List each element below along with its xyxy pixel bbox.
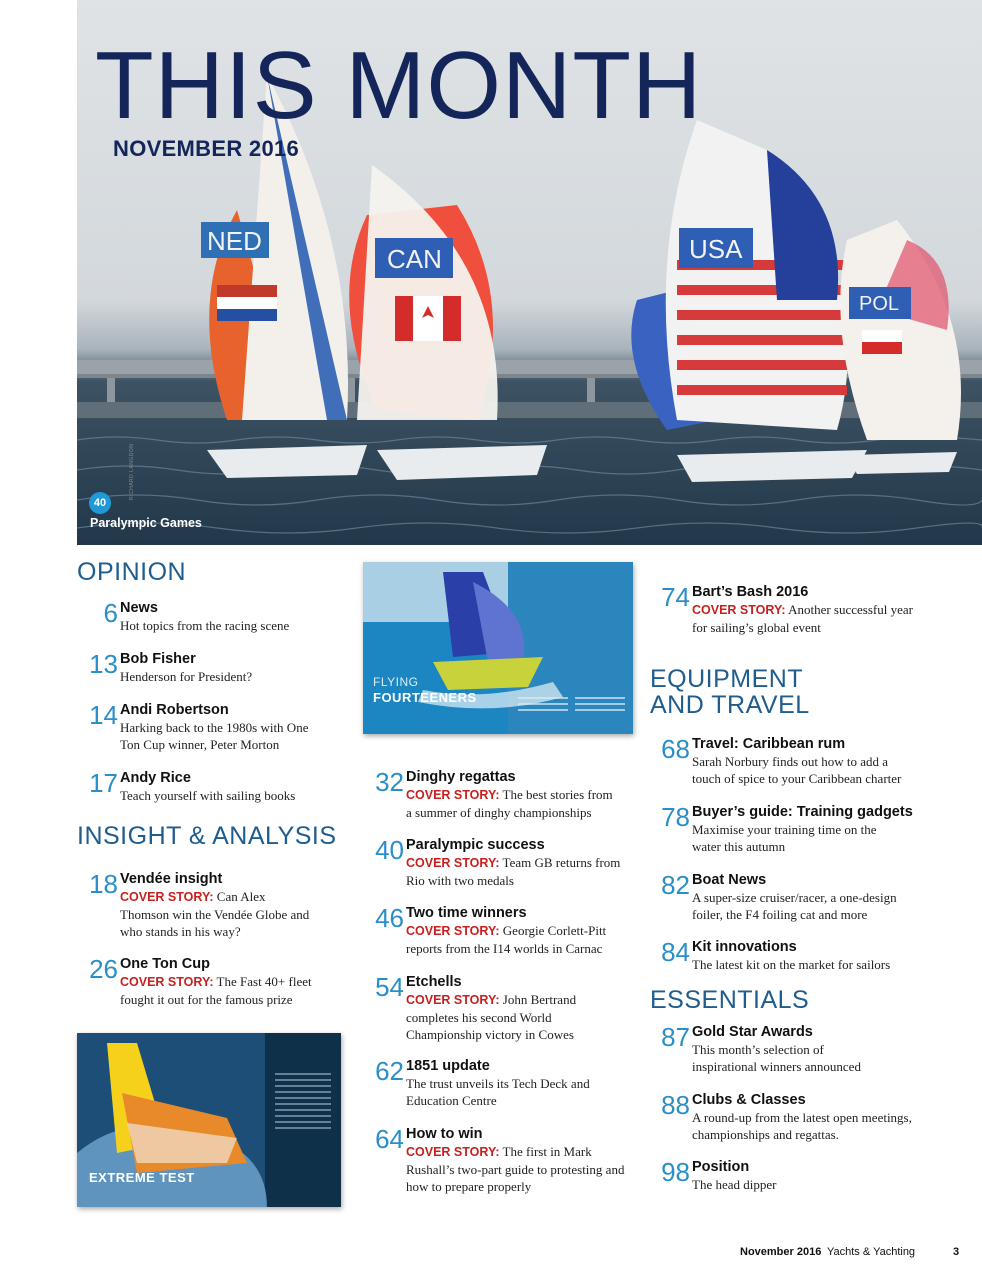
- cover-story-tag: COVER STORY:: [406, 924, 500, 938]
- toc-description: A round-up from the latest open meetings, championships and regattas.: [692, 1110, 912, 1142]
- feature-caption[interactable]: Paralympic Games: [90, 516, 202, 530]
- cover-story-tag: COVER STORY:: [120, 890, 214, 904]
- page-number: 18: [89, 869, 118, 899]
- toc-description: Maximise your training time on the water this autumn: [692, 822, 877, 854]
- toc-item-andy-rice[interactable]: [78, 770, 318, 804]
- toc-item-buyers-guide[interactable]: [650, 804, 930, 855]
- page-number: 14: [89, 700, 118, 730]
- toc-title: Boat News: [692, 872, 767, 888]
- toc-item-dinghy-regattas[interactable]: [364, 769, 634, 821]
- toc-title: Paralympic success: [406, 837, 545, 853]
- toc-item-andi-robertson[interactable]: [78, 702, 318, 753]
- toc-item-barts-bash[interactable]: [650, 584, 930, 636]
- page-number: 78: [661, 802, 690, 832]
- toc-description: John Bertrand completes his second World Championship victory in Cowes: [406, 992, 577, 1042]
- toc-description: Teach yourself with sailing books: [120, 788, 296, 803]
- toc-item-clubs-classes[interactable]: [650, 1092, 930, 1143]
- toc-title: Dinghy regattas: [406, 769, 516, 785]
- toc-item-bob-fisher[interactable]: [78, 651, 318, 685]
- toc-title: Travel: Caribbean rum: [692, 736, 846, 752]
- toc-description: A super-size cruiser/racer, a one-design foiler, the F4 foiling cat and more: [692, 890, 897, 922]
- toc-item-gold-star-awards[interactable]: [650, 1024, 930, 1075]
- page-number: 17: [89, 768, 118, 798]
- section-heading-insight: INSIGHT & ANALYSIS: [77, 822, 337, 850]
- toc-title: Andi Robertson: [120, 702, 229, 718]
- toc-title: Clubs & Classes: [692, 1092, 806, 1108]
- toc-title: Two time winners: [406, 905, 527, 921]
- toc-description: Harking back to the 1980s with One Ton Cup winner, Peter Morton: [120, 720, 309, 752]
- toc-description: This month’s selection of inspirational winners announced: [692, 1042, 861, 1074]
- toc-description: The Fast 40+ fleet fought it out for the famous prize: [120, 974, 312, 1007]
- toc-item-one-ton-cup[interactable]: [78, 956, 318, 1008]
- toc-description: The best stories from a summer of dinghy championships: [406, 787, 613, 820]
- toc-title: Kit innovations: [692, 939, 797, 955]
- thumbnail-flying-fourteeners[interactable]: [363, 562, 633, 734]
- page-number: 54: [375, 972, 404, 1002]
- toc-title: 1851 update: [406, 1058, 490, 1074]
- toc-title: How to win: [406, 1126, 483, 1142]
- footer-page-number: 3: [953, 1246, 960, 1258]
- toc-description: The trust unveils its Tech Deck and Education Centre: [406, 1076, 590, 1108]
- toc-description: Hot topics from the racing scene: [120, 618, 290, 633]
- flying-fourteeners-illustration: [363, 562, 633, 734]
- toc-description: Sarah Norbury finds out how to add a touch of spice to your Caribbean charter: [692, 754, 902, 786]
- sail-label-pol: POL: [859, 293, 900, 315]
- toc-item-paralympic-success[interactable]: [364, 837, 634, 889]
- cover-story-tag: COVER STORY:: [120, 975, 214, 989]
- toc-item-news[interactable]: [78, 600, 318, 634]
- toc-title: Vendée insight: [120, 871, 223, 887]
- toc-title: Position: [692, 1159, 750, 1175]
- footer-magazine-name: Yachts & Yachting: [827, 1246, 916, 1258]
- toc-item-caribbean-rum[interactable]: [650, 736, 930, 787]
- toc-item-position[interactable]: [650, 1159, 930, 1193]
- thumbnail-flying-label-line1: FLYING: [373, 675, 419, 689]
- page-number: 64: [375, 1124, 404, 1154]
- toc-item-kit-innovations[interactable]: [650, 939, 930, 973]
- cover-story-tag: COVER STORY:: [406, 993, 500, 1007]
- footer-issue: November 2016: [740, 1246, 822, 1258]
- page-number: 84: [661, 937, 690, 967]
- page-number: 40: [375, 835, 404, 865]
- page-number: 13: [89, 649, 118, 679]
- toc-title: Etchells: [406, 974, 462, 990]
- toc-description: The head dipper: [692, 1177, 777, 1192]
- toc-description: Can Alex Thomson win the Vendée Globe and who stands in his way?: [120, 889, 310, 939]
- sail-label-ned: NED: [207, 226, 262, 256]
- issue-date: NOVEMBER 2016: [113, 136, 300, 161]
- toc-item-etchells[interactable]: [364, 974, 634, 1043]
- section-heading-essentials: ESSENTIALS: [650, 986, 810, 1014]
- toc-item-vendee-insight[interactable]: [78, 871, 318, 940]
- thumbnail-flying-label-line2: FOURTEENERS: [373, 690, 477, 705]
- toc-title: Gold Star Awards: [692, 1024, 813, 1040]
- cover-story-tag: COVER STORY:: [692, 603, 786, 617]
- page-number: 26: [89, 954, 118, 984]
- page-number: 87: [661, 1022, 690, 1052]
- toc-description: The latest kit on the market for sailors: [692, 957, 891, 972]
- sail-label-can: CAN: [387, 244, 442, 274]
- toc-description: Georgie Corlett-Pitt reports from the I14 worlds in Carnac: [406, 923, 607, 956]
- photo-credit: RICHARD LANGDON: [129, 443, 135, 500]
- toc-title: Bart’s Bash 2016: [692, 584, 809, 600]
- sail-label-usa: USA: [689, 234, 743, 264]
- toc-title: News: [120, 600, 158, 616]
- page-number: 88: [661, 1090, 690, 1120]
- page-number: 74: [661, 582, 690, 612]
- toc-item-two-time-winners[interactable]: [364, 905, 634, 957]
- toc-item-boat-news[interactable]: [650, 872, 930, 923]
- toc-description: The first in Mark Rushall’s two-part guide to protesting and how to prepare properly: [406, 1144, 625, 1194]
- cover-story-tag: COVER STORY:: [406, 788, 500, 802]
- page-number: 62: [375, 1056, 404, 1086]
- page-number: 98: [661, 1157, 690, 1187]
- cover-story-tag: COVER STORY:: [406, 856, 500, 870]
- toc-title: Andy Rice: [120, 770, 191, 786]
- toc-description: Team GB returns from Rio with two medals: [406, 855, 621, 888]
- section-heading-opinion: OPINION: [77, 558, 187, 586]
- cover-story-tag: COVER STORY:: [406, 1145, 500, 1159]
- section-heading-equipment: EQUIPMENT AND TRAVEL: [650, 665, 810, 720]
- page-number: 32: [375, 767, 404, 797]
- page-title: THIS MONTH: [95, 32, 703, 139]
- toc-item-1851-update[interactable]: [364, 1058, 634, 1109]
- thumbnail-extreme-test[interactable]: [77, 1033, 341, 1207]
- toc-title: Bob Fisher: [120, 651, 196, 667]
- toc-title: Buyer’s guide: Training gadgets: [692, 804, 913, 820]
- toc-title: One Ton Cup: [120, 956, 210, 972]
- page-number: 6: [103, 598, 118, 628]
- toc-description: Another successful year for sailing’s global event: [692, 602, 913, 635]
- page-number: 82: [661, 870, 690, 900]
- feature-page-badge[interactable]: 40: [89, 492, 111, 514]
- toc-item-how-to-win[interactable]: [364, 1126, 634, 1195]
- page-number: 68: [661, 734, 690, 764]
- thumbnail-extreme-test-label: EXTREME TEST: [89, 1170, 195, 1185]
- page-number: 46: [375, 903, 404, 933]
- toc-description: Henderson for President?: [120, 669, 253, 684]
